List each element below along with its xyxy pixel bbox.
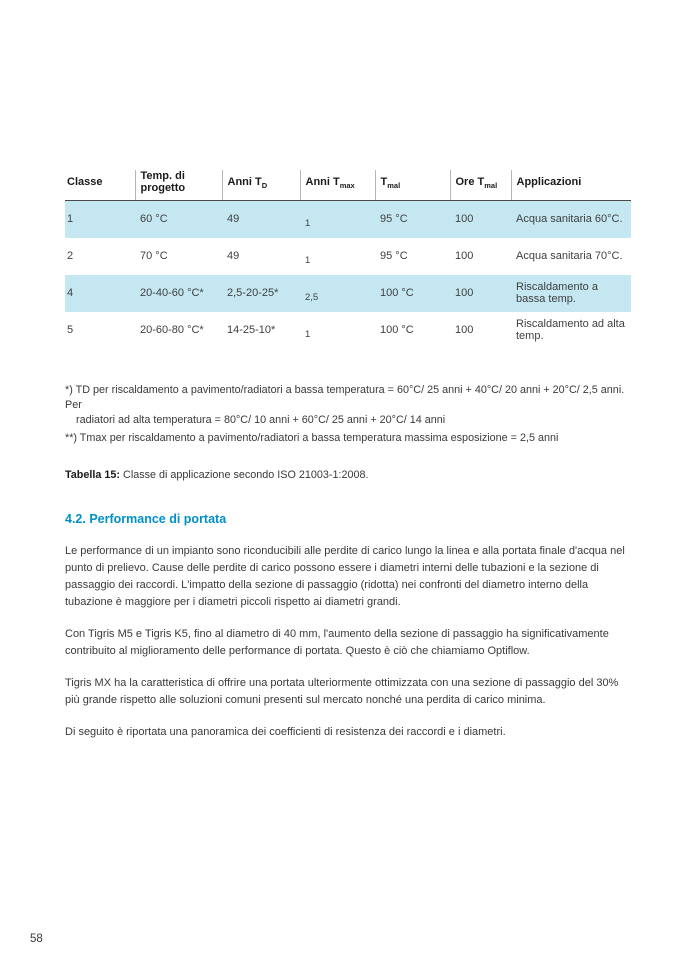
cell-anni-tmax (300, 275, 375, 312)
header-label: Ore T (455, 176, 485, 188)
cell-classe: 5 (67, 324, 74, 337)
column-header-anni-td (222, 170, 300, 201)
footnote-td-line2: radiatori ad alta temperatura = 80°C/ 10 anni + 60°C/ 25 anni + 20°C/ 14 anni (76, 413, 446, 426)
cell-applicazioni: Riscaldamento a bassa temp. (511, 275, 631, 312)
cell-applicazioni: Acqua sanitaria 60°C. (511, 201, 631, 238)
table-caption-text: Classe di applicazione secondo ISO 21003-1:2008. (120, 468, 369, 481)
cell-classe: 2 (67, 250, 74, 263)
header-subscript: mal (387, 181, 401, 191)
column-header-applicazioni (511, 170, 631, 201)
cell-ore-tmal: 100 (450, 201, 511, 238)
cell-anni-tmax-value: 2,5 (305, 292, 319, 304)
header-label: T (380, 176, 388, 188)
header-subscript: D (261, 181, 268, 191)
column-header-anni-tmax (300, 170, 375, 201)
cell-ore-tmal: 100 (455, 250, 474, 263)
cell-anni-td: 49 (227, 250, 240, 263)
body-paragraph-1: Le performance di un impianto sono riconducibili alle perdite di carico lungo la linea e alla portata finale d'acqua nel punto di prelievo. Cause delle perdite di carico possono essere i diametri interni delle tubazioni e la sezione di passaggio dei raccordi. L'impatto della sezione di passaggio (ridotta) nei confronti del diametro interno della tubazione è maggiore per i diametri piccoli rispetto ai diametri grandi. (65, 544, 625, 608)
cell-tmal: 100 °C (380, 324, 414, 337)
header-label: Classe (67, 176, 103, 188)
cell-anni-td: 14-25-10* (227, 324, 276, 337)
cell-applicazioni: Acqua sanitaria 70°C. (516, 250, 623, 263)
header-label: Anni T (227, 176, 262, 188)
column-header-temp-progetto (135, 170, 222, 201)
body-paragraph-4: Di seguito è riportata una panoramica dei coefficienti di resistenza dei raccordi e i diametri. (65, 725, 506, 738)
column-header-ore-tmal (450, 170, 511, 201)
cell-anni-tmax (300, 201, 375, 238)
table-row-classe-1 (65, 201, 631, 238)
table-row-classe-2 (65, 238, 631, 275)
cell-tmal: 95 °C (375, 201, 450, 238)
table-footnotes (65, 383, 631, 446)
cell-anni-td: 49 (222, 201, 300, 238)
table-row-classe-5 (65, 312, 631, 349)
cell-classe: 4 (65, 275, 135, 312)
header-subscript: max (339, 181, 355, 191)
cell-temp-progetto: 60 °C (135, 201, 222, 238)
cell-anni-td: 2,5-20-25* (222, 275, 300, 312)
header-label: Applicazioni (516, 176, 582, 188)
cell-anni-tmax-value: 1 (305, 329, 311, 341)
section-heading: 4.2. Performance di portata (65, 511, 227, 526)
cell-temp-progetto: 70 °C (140, 250, 168, 263)
cell-tmal: 95 °C (380, 250, 408, 263)
column-header-tmal (375, 170, 450, 201)
body-paragraph-2: Con Tigris M5 e Tigris K5, fino al diametro di 40 mm, l'aumento della sezione di passaggio ha significativamente contribuito al miglioramento delle performance di portata. Questo è ciò che chiamiamo Optiflow. (65, 627, 609, 657)
cell-temp-progetto: 20-60-80 °C* (140, 324, 204, 337)
footnote-td-line1: *) TD per riscaldamento a pavimento/radiatori a bassa temperatura = 60°C/ 25 anni + 40°C/ 20 anni + 20°C/ 2,5 anni. Per (65, 383, 625, 411)
page-content (65, 170, 631, 741)
table-row-classe-4 (65, 275, 631, 312)
application-class-table (65, 170, 631, 349)
body-paragraph-3: Tigris MX ha la caratteristica di offrire una portata ulteriormente ottimizzata con una sezione di passaggio del 30% più grande rispetto alle soluzioni comuni presenti sul mercato nonché una perdita di carico minima. (65, 676, 619, 706)
cell-temp-progetto: 20-40-60 °C* (135, 275, 222, 312)
cell-ore-tmal: 100 (450, 275, 511, 312)
column-header-classe (65, 170, 135, 201)
cell-ore-tmal: 100 (455, 324, 474, 337)
header-label: Anni T (305, 176, 340, 188)
footnote-tmax: **) Tmax per riscaldamento a pavimento/radiatori a bassa temperatura massima esposizione = 2,5 anni (65, 431, 559, 444)
table-header-row (65, 170, 631, 201)
header-subscript: mal (484, 181, 498, 191)
table-caption (65, 469, 631, 481)
cell-anni-tmax-value: 1 (305, 255, 311, 267)
header-label: Temp. di progetto (140, 170, 186, 194)
cell-anni-tmax (300, 238, 375, 275)
cell-classe: 1 (65, 201, 135, 238)
cell-tmal: 100 °C (375, 275, 450, 312)
cell-anni-tmax (300, 312, 375, 349)
cell-applicazioni: Riscaldamento ad alta temp. (516, 318, 625, 343)
table-caption-label: Tabella 15: (65, 468, 121, 481)
cell-anni-tmax-value: 1 (305, 218, 311, 230)
page-number: 58 (30, 933, 43, 945)
